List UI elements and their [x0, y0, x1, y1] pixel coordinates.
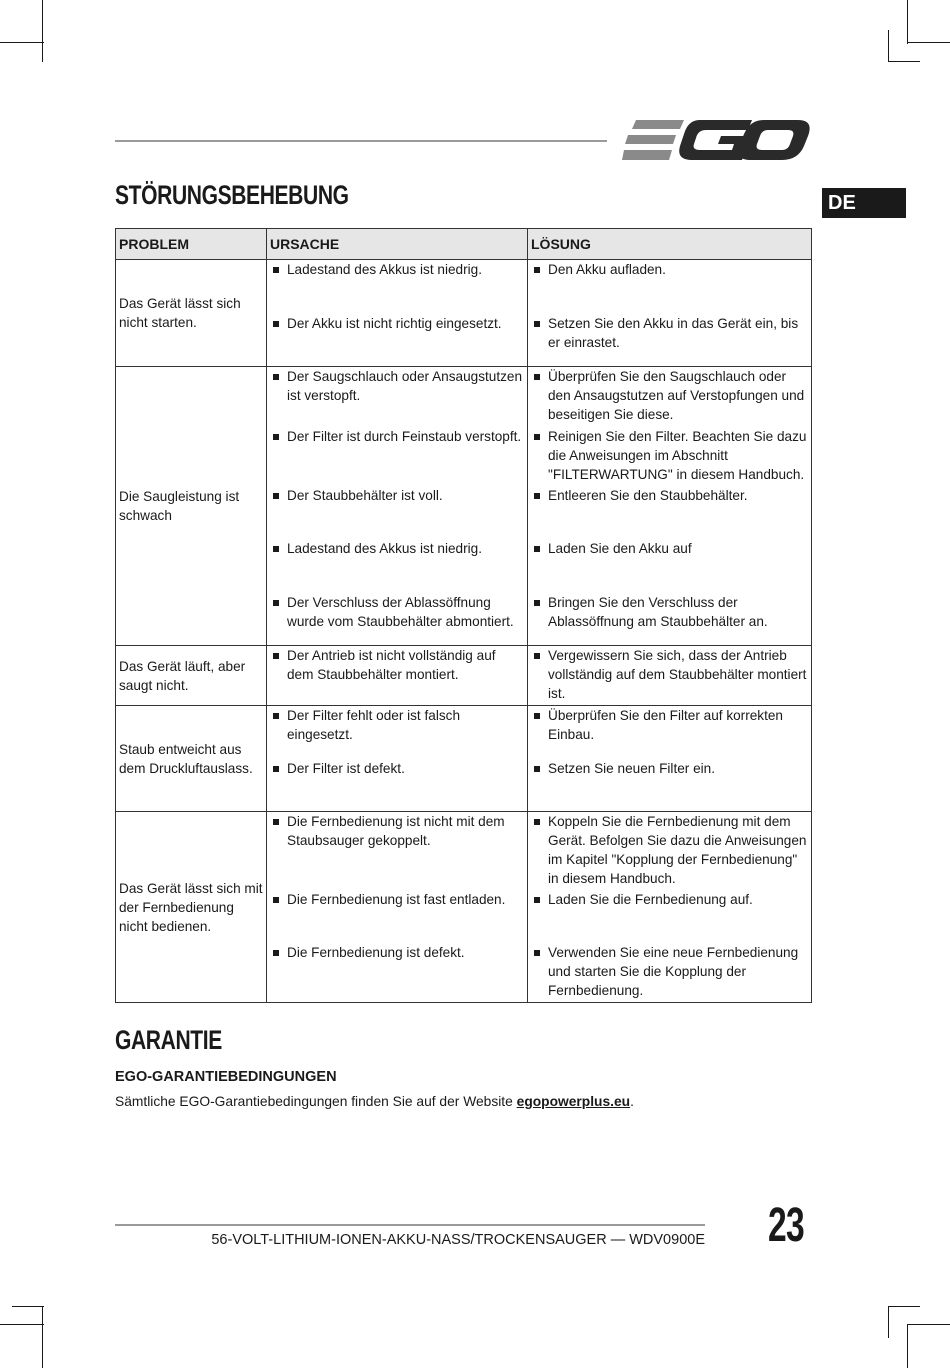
troubleshooting-table: [115, 228, 812, 1003]
table-row: [116, 706, 812, 812]
warranty-title: GARANTIE: [115, 1025, 222, 1055]
bullet-icon: [273, 950, 279, 956]
bullet-icon: [534, 374, 540, 380]
problem-cell: Das Gerät lässt sich nicht starten.: [116, 260, 267, 367]
crop-mark: [907, 0, 908, 44]
bullet-icon: [273, 600, 279, 606]
list-item: Laden Sie den Akku auf: [528, 539, 811, 593]
bullet-icon: [534, 267, 540, 273]
list-item: Der Filter ist durch Feinstaub verstopft.: [267, 427, 527, 486]
bullet-icon: [534, 713, 540, 719]
cause-cell: [267, 706, 528, 812]
list-item: Koppeln Sie die Fernbedienung mit dem Gerät. Befolgen Sie dazu die Anweisungen im Kapitel "Kopplung der Fernbedienung" in diesem Handbuch.: [528, 812, 811, 890]
solution-cell: [528, 260, 812, 367]
list-item: Der Saugschlauch oder Ansaugstutzen ist verstopft.: [267, 367, 527, 427]
bullet-icon: [534, 321, 540, 327]
table-header-row: [116, 229, 812, 260]
header-problem: PROBLEM: [116, 229, 267, 260]
bullet-icon: [273, 819, 279, 825]
page-number: 23: [768, 1199, 804, 1252]
bullet-icon: [273, 493, 279, 499]
list-item: Reinigen Sie den Filter. Beachten Sie dazu die Anweisungen im Abschnitt "FILTERWARTUNG" in diesem Handbuch.: [528, 427, 811, 486]
website-link[interactable]: egopowerplus.eu: [516, 1094, 631, 1109]
list-item: Die Fernbedienung ist defekt.: [267, 943, 527, 962]
troubleshooting-title: STÖRUNGSBEHEBUNG: [115, 180, 349, 210]
problem-cell: Staub entweicht aus dem Druckluftauslass.: [116, 706, 267, 812]
crop-mark: [42, 0, 43, 62]
bullet-icon: [534, 950, 540, 956]
solution-cell: [528, 367, 812, 646]
list-item: Der Staubbehälter ist voll.: [267, 486, 527, 539]
bullet-icon: [273, 374, 279, 380]
cause-cell: [267, 367, 528, 646]
crop-mark: [888, 30, 889, 62]
bullet-icon: [534, 434, 540, 440]
list-item: Die Fernbedienung ist nicht mit dem Staubsauger gekoppelt.: [267, 812, 527, 890]
list-item: Setzen Sie den Akku in das Gerät ein, bis er einrastet.: [528, 314, 811, 352]
cause-cell: [267, 812, 528, 1003]
list-item: Entleeren Sie den Staubbehälter.: [528, 486, 811, 539]
crop-mark: [0, 1324, 44, 1325]
bullet-icon: [273, 713, 279, 719]
crop-mark: [907, 1324, 908, 1368]
crop-mark: [888, 61, 920, 62]
table-row: [116, 260, 812, 367]
table-row: [116, 812, 812, 1003]
bullet-icon: [534, 493, 540, 499]
crop-mark: [888, 1306, 920, 1307]
crop-mark: [0, 42, 44, 43]
list-item: Die Fernbedienung ist fast entladen.: [267, 890, 527, 943]
warranty-text: Sämtliche EGO-Garantiebedingungen finden Sie auf der Website egopowerplus.eu.: [115, 1094, 634, 1109]
ego-logo: [622, 118, 810, 162]
cause-cell: [267, 646, 528, 706]
bullet-icon: [273, 766, 279, 772]
list-item: Der Filter ist defekt.: [267, 759, 527, 778]
header-rule: [115, 140, 607, 142]
solution-cell: [528, 646, 812, 706]
problem-cell: Das Gerät läuft, aber saugt nicht.: [116, 646, 267, 706]
list-item: Der Verschluss der Ablassöffnung wurde vom Staubbehälter abmontiert.: [267, 593, 527, 631]
list-item: Ladestand des Akkus ist niedrig.: [267, 539, 527, 593]
cause-cell: [267, 260, 528, 367]
crop-mark: [888, 1306, 889, 1338]
list-item: Überprüfen Sie den Saugschlauch oder den Ansaugstutzen auf Verstopfungen und beseitigen Sie diese.: [528, 367, 811, 427]
list-item: Der Filter fehlt oder ist falsch eingesetzt.: [267, 706, 527, 759]
bullet-icon: [273, 321, 279, 327]
problem-cell: Das Gerät lässt sich mit der Fernbedienung nicht bedienen.: [116, 812, 267, 1003]
bullet-icon: [273, 546, 279, 552]
bullet-icon: [534, 600, 540, 606]
crop-mark: [42, 1306, 43, 1368]
table-row: [116, 646, 812, 706]
header-cause: URSACHE: [267, 229, 528, 260]
list-item: Bringen Sie den Verschluss der Ablassöffnung am Staubbehälter an.: [528, 593, 811, 631]
bullet-icon: [534, 819, 540, 825]
table-row: [116, 367, 812, 646]
footer-rule: [115, 1224, 705, 1226]
list-item: Den Akku aufladen.: [528, 260, 811, 314]
bullet-icon: [273, 897, 279, 903]
bullet-icon: [534, 897, 540, 903]
solution-cell: [528, 812, 812, 1003]
list-item: Der Akku ist nicht richtig eingesetzt.: [267, 314, 527, 333]
bullet-icon: [273, 267, 279, 273]
list-item: Überprüfen Sie den Filter auf korrekten Einbau.: [528, 706, 811, 759]
bullet-icon: [534, 546, 540, 552]
header-solution: LÖSUNG: [528, 229, 812, 260]
problem-cell: Die Saugleistung ist schwach: [116, 367, 267, 646]
warranty-subtitle: EGO-GARANTIEBEDINGUNGEN: [115, 1069, 337, 1085]
bullet-icon: [534, 766, 540, 772]
crop-mark: [907, 42, 950, 43]
list-item: Vergewissern Sie sich, dass der Antrieb vollständig auf dem Staubbehälter montiert ist.: [528, 646, 811, 703]
list-item: Ladestand des Akkus ist niedrig.: [267, 260, 527, 314]
solution-cell: [528, 706, 812, 812]
bullet-icon: [534, 653, 540, 659]
crop-mark: [12, 1306, 44, 1307]
list-item: Der Antrieb ist nicht vollständig auf dem Staubbehälter montiert.: [267, 646, 527, 684]
crop-mark: [907, 1324, 950, 1325]
list-item: Laden Sie die Fernbedienung auf.: [528, 890, 811, 943]
footer-product-name: 56-VOLT-LITHIUM-IONEN-AKKU-NASS/TROCKENSAUGER — WDV0900E: [211, 1232, 705, 1248]
bullet-icon: [273, 653, 279, 659]
language-tab: DE: [822, 188, 906, 218]
bullet-icon: [273, 434, 279, 440]
list-item: Setzen Sie neuen Filter ein.: [528, 759, 811, 778]
list-item: Verwenden Sie eine neue Fernbedienung und starten Sie die Kopplung der Fernbedienung.: [528, 943, 811, 1000]
